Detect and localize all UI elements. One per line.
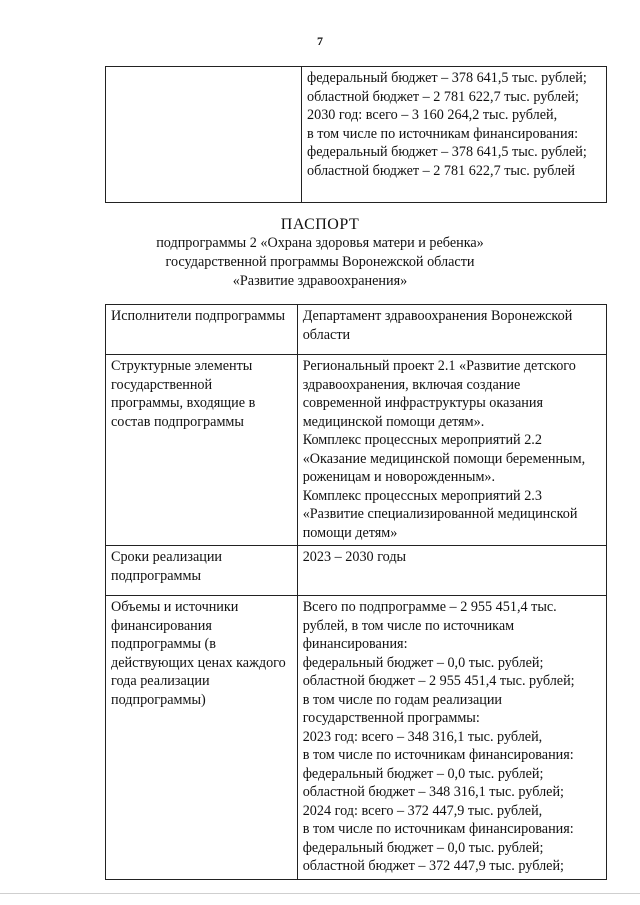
value-line: Всего по подпрограмме – 2 955 451,4 тыс. [302, 599, 557, 615]
table-row [106, 546, 607, 596]
passport-subtitle-line: «Развитие здравоохранения» [232, 273, 408, 289]
value-line: современной инфраструктуры оказания [302, 395, 543, 411]
table-row [106, 355, 607, 546]
passport-subtitle-line: подпрограммы 2 «Охрана здоровья матери и ребенка» [156, 235, 484, 251]
label-line: года реализации [111, 673, 210, 689]
label-line: состав подпрограммы [111, 413, 244, 430]
value-line: в том числе по источникам финансирования: [302, 747, 574, 763]
row-label-timeline [106, 546, 298, 596]
passport-subtitle-line: государственной программы Воронежской области [165, 254, 475, 270]
continuation-line: федеральный бюджет – 378 641,5 тыс. рублей; [307, 70, 587, 86]
value-line: 2023 год: всего – 348 316,1 тыс. рублей, [302, 728, 543, 745]
value-line: Департамент здравоохранения Воронежской [302, 308, 573, 324]
label-line: действующих ценах каждого [111, 654, 286, 671]
continuation-line: областной бюджет – 2 781 622,7 тыс. рублей [307, 162, 575, 179]
continuation-table [105, 66, 607, 203]
label-line: Объемы и источники [111, 599, 239, 615]
row-label-funding [106, 596, 298, 880]
label-line: Исполнители подпрограммы [111, 308, 285, 324]
value-line: 2024 год: всего – 372 447,9 тыс. рублей, [302, 802, 543, 819]
passport-title-block [0, 215, 640, 291]
page-number: 7 [317, 34, 323, 48]
value-line: помощи детям» [302, 524, 398, 541]
label-line: финансирования [111, 617, 212, 634]
table-row [106, 305, 607, 355]
value-line: финансирования: [302, 636, 408, 652]
value-line: «Развитие специализированной медицинской [302, 506, 578, 522]
value-line: области [302, 326, 351, 343]
value-line: «Оказание медицинской помощи беременным, [302, 450, 586, 467]
label-line: подпрограммы [111, 567, 201, 584]
continuation-line: в том числе по источникам финансирования: [307, 125, 579, 142]
value-line: 2023 – 2030 годы [302, 549, 407, 565]
label-line: Структурные элементы [111, 358, 253, 374]
row-label-structural-elements [106, 355, 298, 546]
row-value-funding [297, 596, 606, 880]
value-line: государственной программы: [302, 710, 480, 726]
value-line: областной бюджет – 372 447,9 тыс. рублей; [302, 858, 564, 874]
label-line: программы, входящие в [111, 395, 256, 411]
row-value-executors [297, 305, 606, 355]
value-line: в том числе по годам реализации [302, 691, 503, 708]
value-line: федеральный бюджет – 0,0 тыс. рублей; [302, 654, 544, 671]
continuation-line: областной бюджет – 2 781 622,7 тыс. рублей; [307, 88, 579, 105]
label-line: подпрограммы) [111, 691, 206, 708]
continuation-line: федеральный бюджет – 378 641,5 тыс. рублей; [307, 144, 587, 160]
table-row [106, 67, 607, 203]
value-line: федеральный бюджет – 0,0 тыс. рублей; [302, 839, 544, 856]
label-line: подпрограммы (в [111, 636, 216, 652]
label-line: Сроки реализации [111, 549, 223, 565]
continuation-line: 2030 год: всего – 3 160 264,2 тыс. рублей, [307, 107, 558, 123]
label-line: государственной [111, 376, 213, 393]
passport-table [105, 304, 607, 880]
row-value-structural-elements [297, 355, 606, 546]
value-line: Комплекс процессных мероприятий 2.2 [302, 432, 542, 448]
table-row [106, 596, 607, 880]
value-line: здравоохранения, включая создание [302, 376, 521, 393]
value-line: областной бюджет – 348 316,1 тыс. рублей; [302, 784, 564, 800]
value-line: медицинской помощи детям». [302, 413, 485, 430]
value-line: в том числе по источникам финансирования: [302, 821, 574, 837]
value-line: федеральный бюджет – 0,0 тыс. рублей; [302, 765, 544, 782]
continuation-left-cell [106, 67, 302, 203]
value-line: рублей, в том числе по источникам [302, 617, 515, 634]
continuation-value-cell [302, 67, 607, 203]
page-bottom-divider [0, 893, 640, 894]
value-line: Региональный проект 2.1 «Развитие детского [302, 358, 576, 374]
row-label-executors [106, 305, 298, 355]
row-value-timeline [297, 546, 606, 596]
value-line: областной бюджет – 2 955 451,4 тыс. рублей; [302, 673, 575, 689]
value-line: роженицам и новорожденным». [302, 469, 496, 485]
passport-heading: ПАСПОРТ [280, 216, 360, 233]
value-line: Комплекс процессных мероприятий 2.3 [302, 487, 542, 504]
